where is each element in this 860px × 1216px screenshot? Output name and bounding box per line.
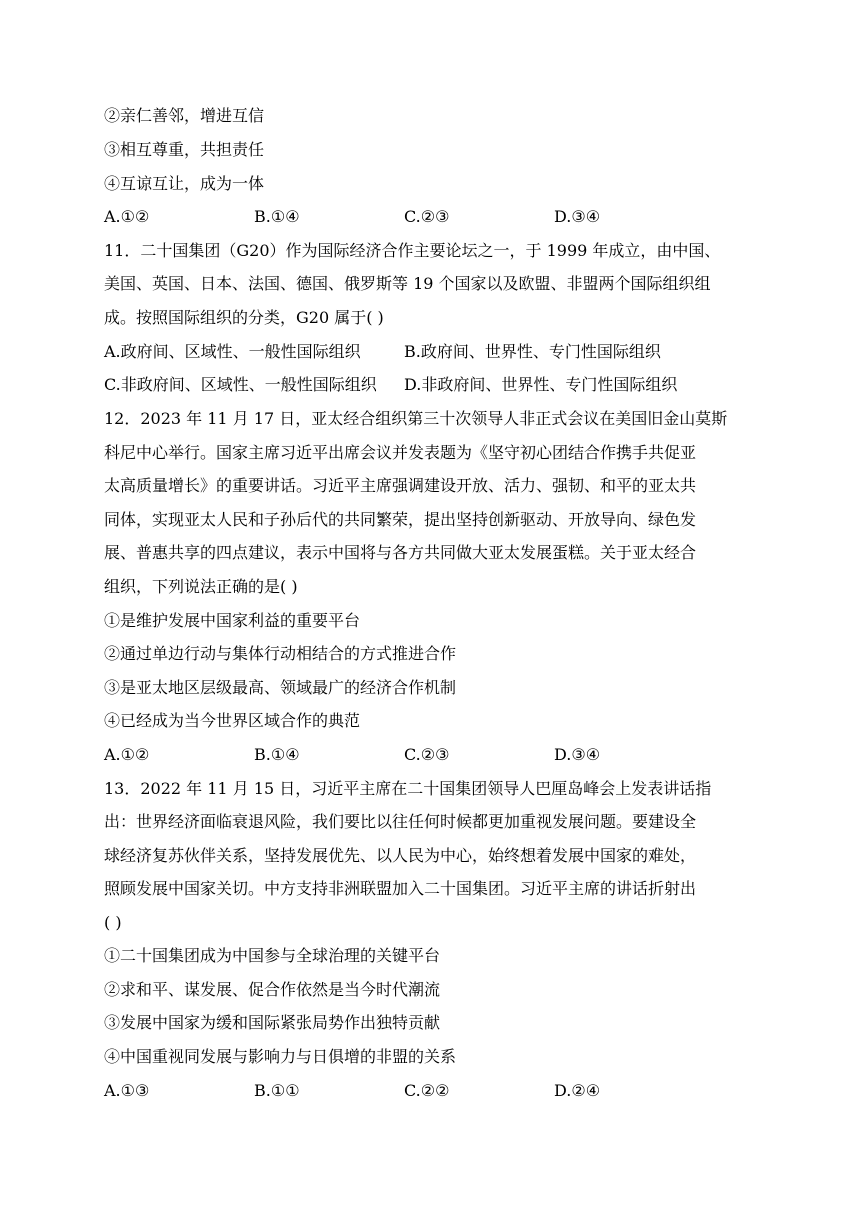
answer-options [104,1081,764,1101]
statement-item: ③是亚太地区层级最高、领域最广的经济合作机制 [104,678,457,697]
option-b: B.政府间、世界性、专门性国际组织 [404,342,661,361]
option-d: D.②④ [554,1081,601,1100]
option-d: D.③④ [554,207,601,226]
option-a: A.①② [104,207,150,226]
statement-item: ①是维护发展中国家利益的重要平台 [104,611,361,630]
option-d: D.非政府间、世界性、专门性国际组织 [404,375,678,394]
option-c: C.②② [404,1081,450,1100]
option-d: D.③④ [554,745,601,764]
question-stem-line: 13．2022 年 11 月 15 日，习近平主席在二十国集团领导人巴厘岛峰会上发表讲话指 [104,779,712,798]
answer-options [104,745,764,765]
option-b: B.①④ [254,745,300,764]
question-stem-line: 太高质量增长》的重要讲话。习近平主席强调建设开放、活力、强韧、和平的亚太共 [104,476,697,495]
question-stem-line: 组织，下列说法正确的是( ) [104,577,298,596]
option-a: A.①② [104,745,150,764]
question-stem-line: 同体，实现亚太人民和子孙后代的共同繁荣，提出坚持创新驱动、开放导向、绿色发 [104,510,697,529]
statement-item: ④已经成为当今世界区域合作的典范 [104,711,361,730]
question-stem-line: 照顾发展中国家关切。中方支持非洲联盟加入二十国集团。习近平主席的讲话折射出 [104,879,697,898]
statement-item: ②通过单边行动与集体行动相结合的方式推进合作 [104,644,457,663]
question-stem-line: 展、普惠共享的四点建议，表示中国将与各方共同做大亚太发展蛋糕。关于亚太经合 [104,543,697,562]
question-stem-line: 成。按照国际组织的分类，G20 属于( ) [104,308,384,327]
option-a: A.①③ [104,1081,150,1100]
statement-item: ②亲仁善邻，增进互信 [104,106,265,125]
question-stem-line: 出：世界经济面临衰退风险，我们要比以往任何时候都更加重视发展问题。要建设全 [104,812,697,831]
statement-item: ①二十国集团成为中国参与全球治理的关键平台 [104,946,441,965]
answer-options [104,375,764,395]
statement-item: ④中国重视同发展与影响力与日俱增的非盟的关系 [104,1047,457,1066]
option-c: C.②③ [404,207,450,226]
question-stem-line: 科尼中心举行。国家主席习近平出席会议并发表题为《坚守初心团结合作携手共促亚 [104,443,697,462]
option-a: A.政府间、区域性、一般性国际组织 [104,342,361,361]
option-b: B.①④ [254,207,300,226]
question-stem-line: 11．二十国集团（G20）作为国际经济合作主要论坛之一，于 1999 年成立，由中国、 [104,241,721,260]
answer-options [104,342,764,362]
statement-item: ④互谅互让，成为一体 [104,174,265,193]
option-c: C.②③ [404,745,450,764]
question-stem-line: 球经济复苏伙伴关系，坚持发展优先、以人民为中心，始终想着发展中国家的难处， [104,846,697,865]
statement-item: ③相互尊重，共担责任 [104,140,265,159]
statement-item: ②求和平、谋发展、促合作依然是当今时代潮流 [104,980,441,999]
statement-item: ③发展中国家为缓和国际紧张局势作出独特贡献 [104,1013,441,1032]
option-b: B.①① [254,1081,300,1100]
option-c: C.非政府间、区域性、一般性国际组织 [104,375,377,394]
question-stem-line: 美国、英国、日本、法国、德国、俄罗斯等 19 个国家以及欧盟、非盟两个国际组织组 [104,274,711,293]
question-stem-line: 12．2023 年 11 月 17 日，亚太经合组织第三十次领导人非正式会议在美国旧金山莫斯 [104,409,728,428]
question-stem-line: ( ) [104,913,122,932]
answer-options [104,207,764,227]
